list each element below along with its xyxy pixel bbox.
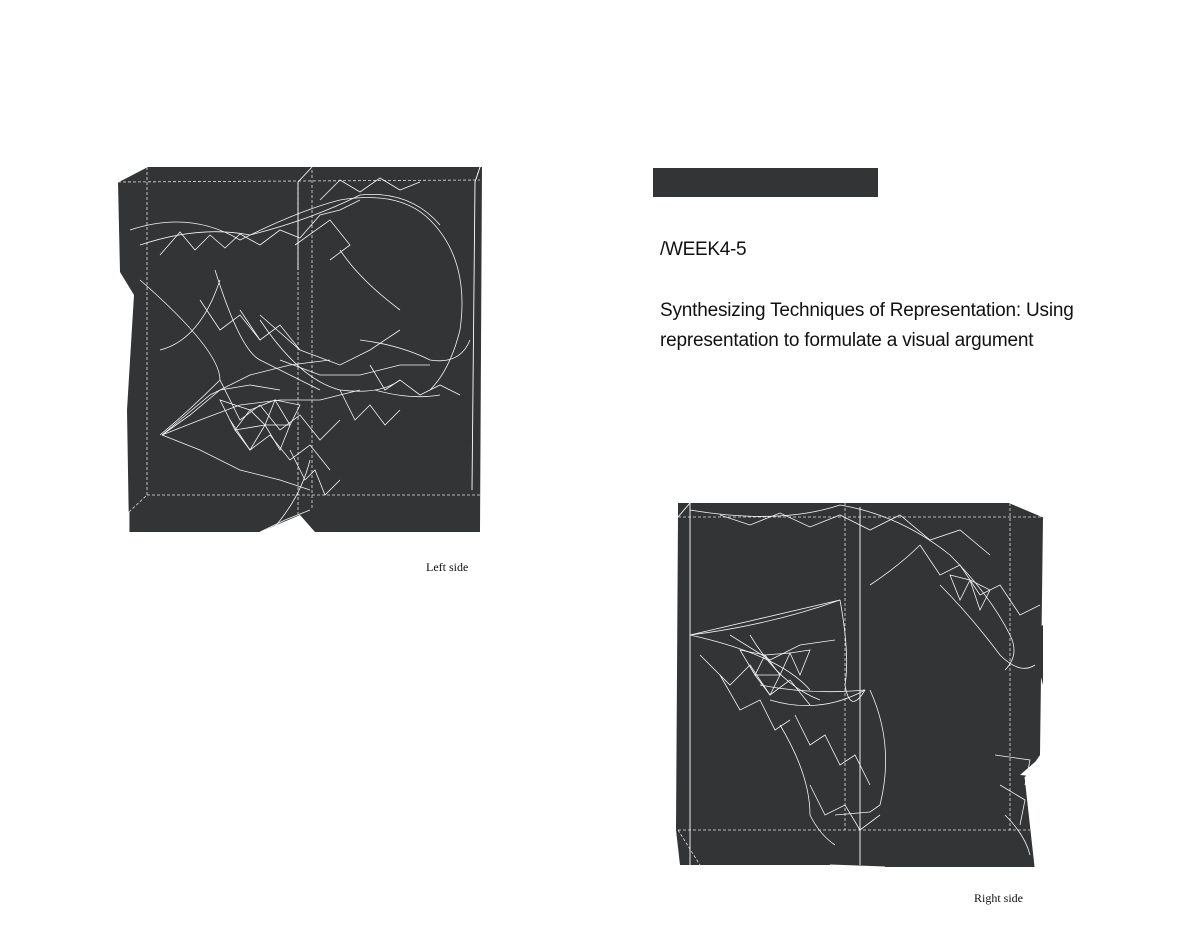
page-heading: Synthesizing Techniques of Representation: Using representation to formulate a visual argument <box>660 300 1074 351</box>
web-mesh-box-right-image <box>660 485 1060 885</box>
left-side-caption: Left side <box>426 560 469 574</box>
left-side-figure <box>100 150 500 550</box>
right-side-caption: Right side <box>974 891 1024 905</box>
week-label: /WEEK4-5 <box>660 239 747 260</box>
web-mesh-box-left-image <box>100 150 500 550</box>
right-side-figure <box>660 485 1060 885</box>
title-bar <box>653 168 878 197</box>
